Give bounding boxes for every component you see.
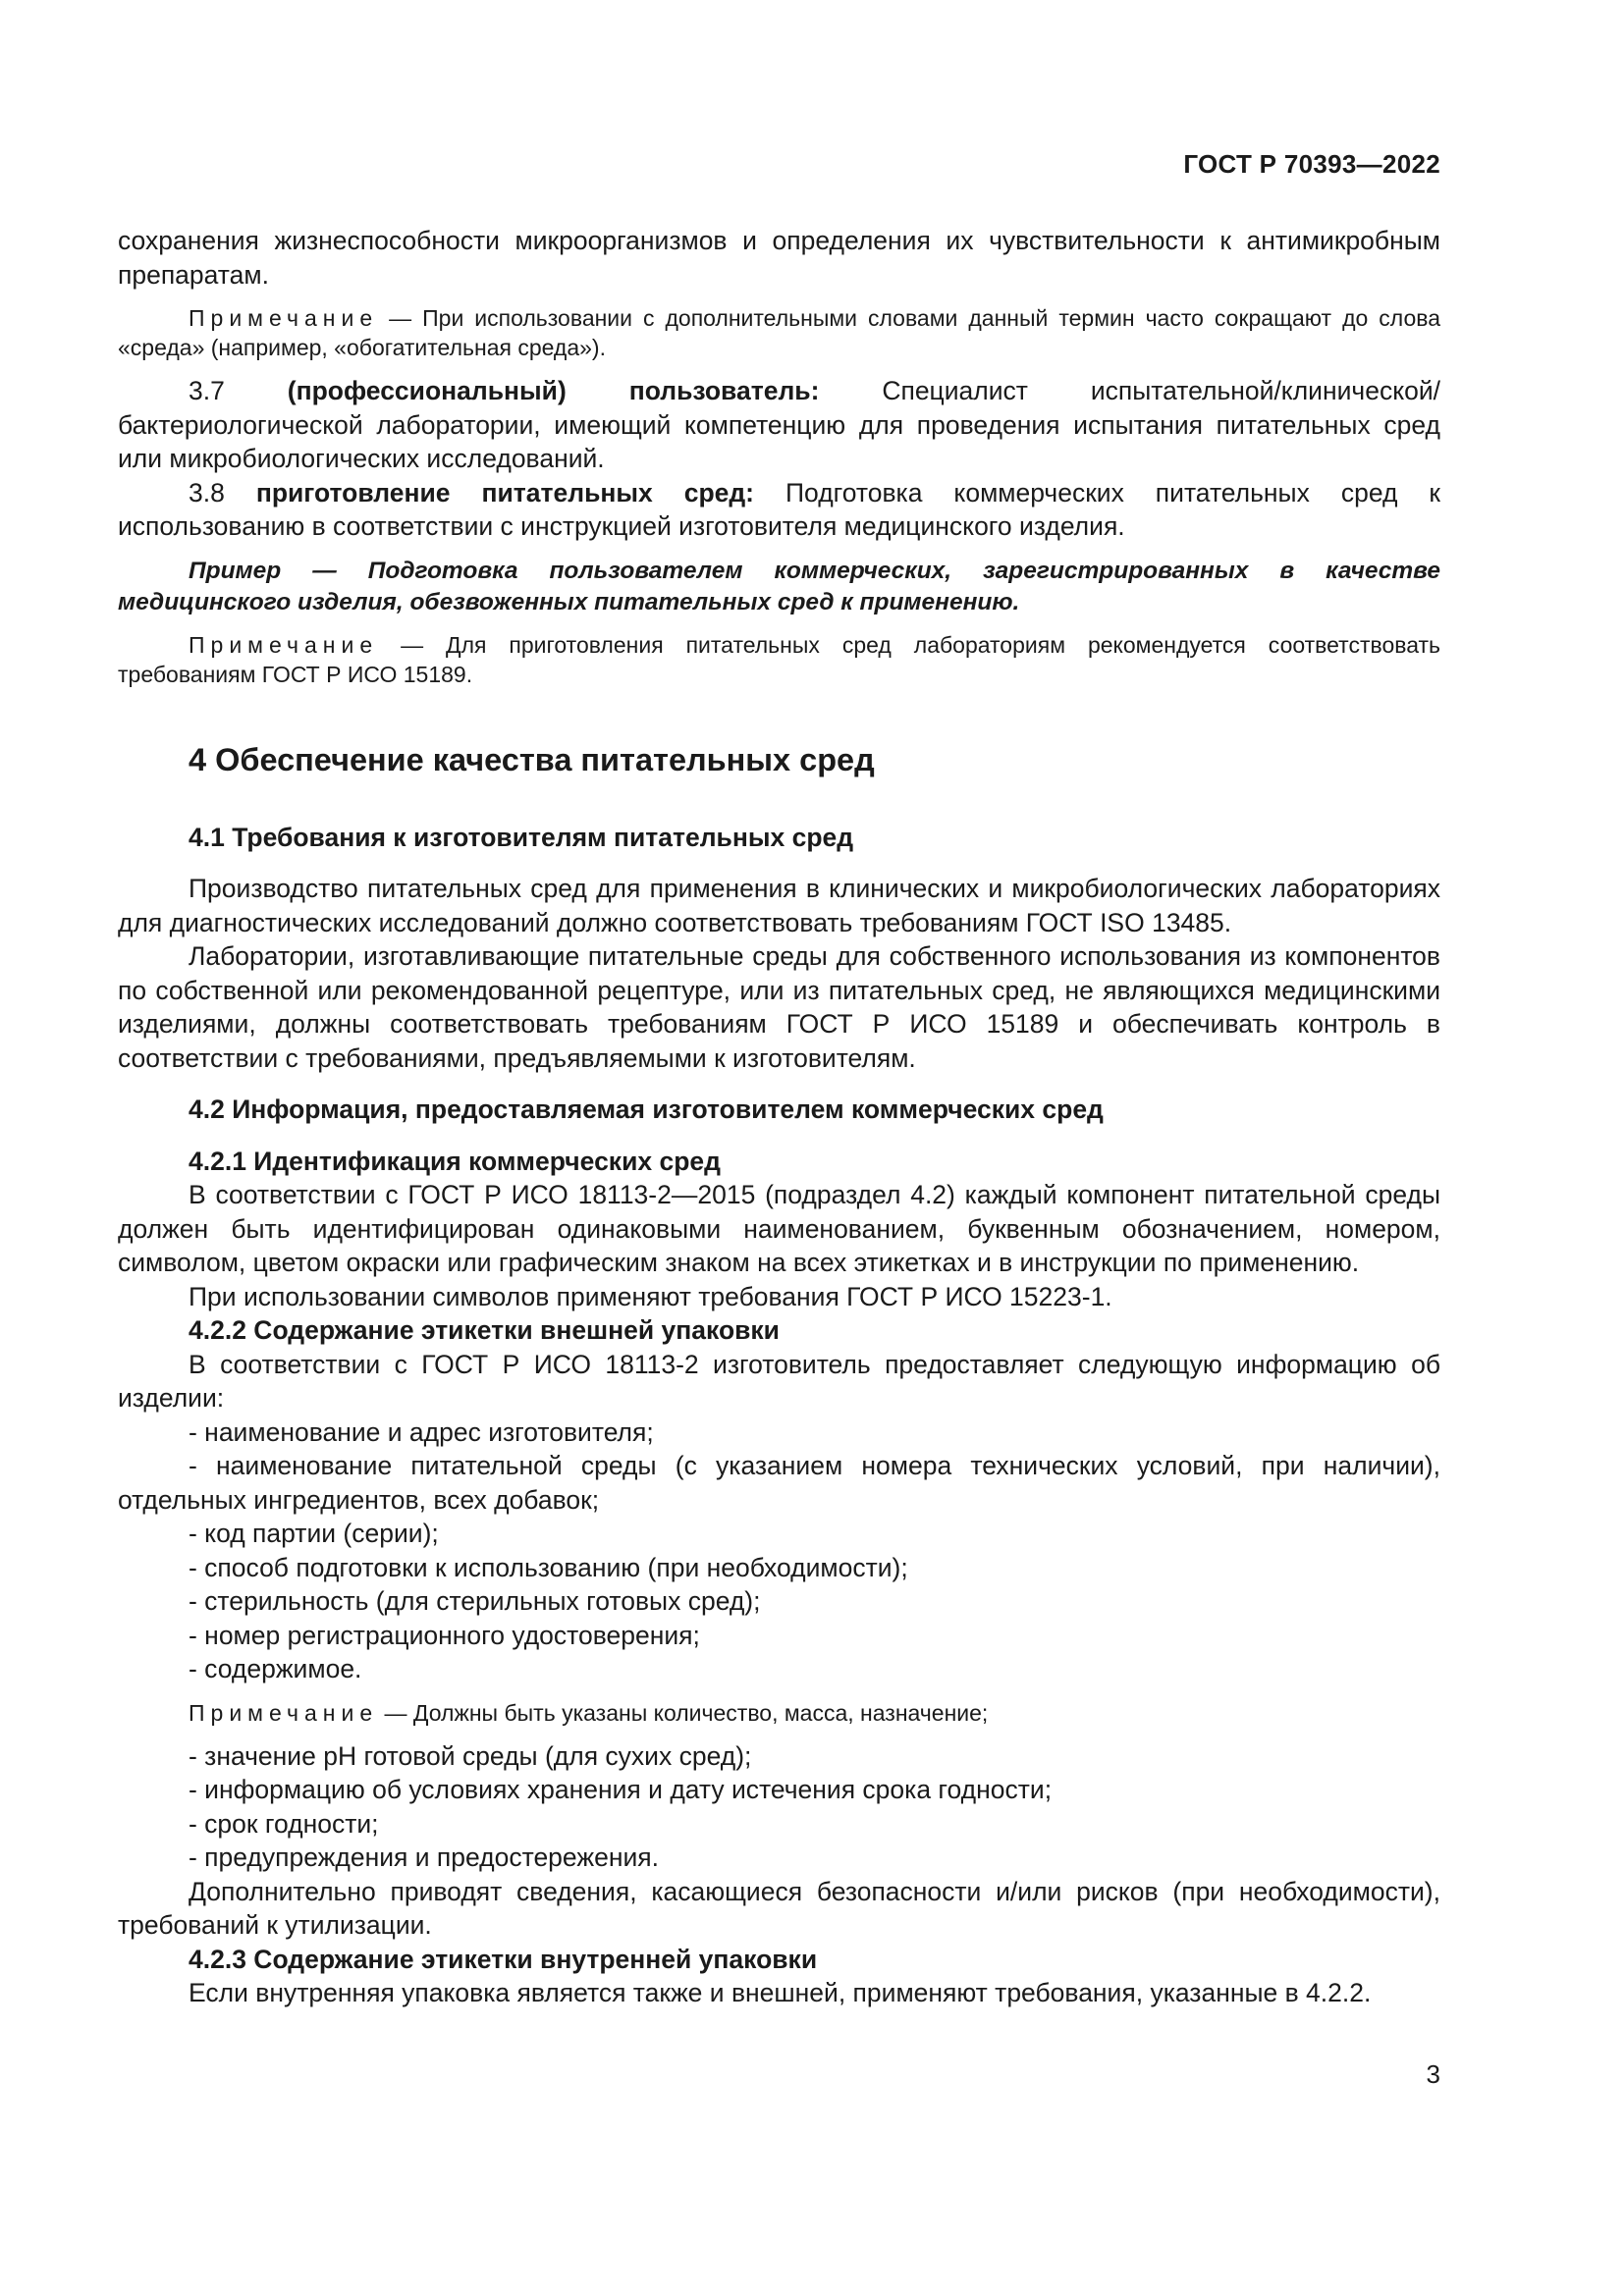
paragraph-4-2-2-2: Дополнительно приводят сведения, касающиеся безопасности и/или рисков (при необходимости), требований к утилизации. <box>118 1876 1440 1940</box>
list-item: - информацию об условиях хранения и дату истечения срока годности; <box>189 1775 1053 1804</box>
document-code: ГОСТ Р 70393—2022 <box>1183 149 1440 179</box>
list-item: - содержимое. <box>189 1654 362 1683</box>
note-2-label: Примечание <box>189 631 379 658</box>
list-item: - наименование питательной среды (с указанием номера технических условий, при наличии), отдельных ингредиентов, всех добавок; <box>118 1451 1440 1515</box>
note-3-label: Примечание <box>189 1699 379 1726</box>
section-4-2-3-heading: 4.2.3 Содержание этикетки внутренней упаковки <box>189 1944 818 1974</box>
note-3-text: — Должны быть указаны количество, масса, назначение; <box>378 1699 989 1726</box>
list-item: - стерильность (для стерильных готовых сред); <box>189 1586 761 1616</box>
list-item: - код партии (серии); <box>189 1519 439 1548</box>
example-text: Пример — Подготовка пользователем коммерческих, зарегистрированных в качестве медицинского изделия, обезвоженных питательных сред к применению. <box>118 557 1440 615</box>
paragraph-4-2-1-2: При использовании символов применяют требования ГОСТ Р ИСО 15223-1. <box>189 1281 1112 1311</box>
note-3 <box>118 1698 1440 1728</box>
list-item: - способ подготовки к использованию (при необходимости); <box>189 1552 908 1582</box>
term-3-8 <box>118 476 1440 544</box>
term-3-8-term: приготовление питательных сред: <box>255 477 755 507</box>
term-3-8-definition: Подготовка коммерческих питательных сред к использованию в соответствии с инструкцией изготовителя медицинского изделия. <box>118 477 1440 541</box>
section-4-1-heading: 4.1 Требования к изготовителям питательных сред <box>189 822 854 852</box>
term-3-7-term: (профессиональный) пользователь: <box>287 376 820 405</box>
note-2 <box>118 630 1440 689</box>
section-4-2-2-heading: 4.2.2 Содержание этикетки внешней упаковки <box>189 1315 780 1345</box>
paragraph-4-1-2: Лаборатории, изготавливающие питательные среды для собственного использования из компонентов по собственной или рекомендованной рецептуре, или из питательных сред, не являющихся медицинскими изделиями, должны соответствовать требованиям ГОСТ Р ИСО 15189 и обеспечивать контроль в соответствии с требованиями, предъявляемыми к изготовителям. <box>118 941 1440 1073</box>
paragraph-4-2-2-1: В соответствии с ГОСТ Р ИСО 18113-2 изготовитель предоставляет следующую информацию об изделии: <box>118 1349 1440 1413</box>
section-4-heading: 4 Обеспечение качества питательных сред <box>189 741 875 777</box>
paragraph-4-2-1-1: В соответствии с ГОСТ Р ИСО 18113-2—2015 (подраздел 4.2) каждый компонент питательной среды должен быть идентифицирован одинаковыми наименованием, буквенным обозначением, номером, символом, цветом окраски или графическим знаком на всех этикетках и в инструкции по применению. <box>118 1180 1440 1277</box>
page-number: 3 <box>1426 2059 1440 2089</box>
term-3-7 <box>118 374 1440 476</box>
note-1-label: Примечание <box>189 305 379 331</box>
list-item: - срок годности; <box>189 1808 379 1839</box>
list-item: - значение рН готовой среды (для сухих сред); <box>189 1740 752 1771</box>
list-item: - наименование и адрес изготовителя; <box>189 1416 654 1447</box>
paragraph-4-1-1: Производство питательных сред для применения в клинических и микробиологических лабораториях для диагностических исследований должно соответствовать требованиям ГОСТ ISO 13485. <box>118 874 1440 937</box>
note-1 <box>118 303 1440 362</box>
continued-paragraph: сохранения жизнеспособности микроорганизмов и определения их чувствительности к антимикробным препаратам. <box>118 226 1440 290</box>
list-item: - предупреждения и предостережения. <box>189 1842 659 1872</box>
note-2-text: — Для приготовления питательных сред лабораториям рекомендуется соответствовать требованиям ГОСТ Р ИСО 15189. <box>118 631 1440 687</box>
note-1-text: — При использовании с дополнительными словами данный термин часто сокращают до слова «среда» (например, «обогатительная среда»). <box>118 305 1440 360</box>
term-3-8-number: 3.8 <box>189 477 256 507</box>
term-3-7-number: 3.7 <box>189 376 288 405</box>
section-4-2-1-heading: 4.2.1 Идентификация коммерческих сред <box>189 1146 721 1176</box>
section-4-2-heading: 4.2 Информация, предоставляемая изготовителем коммерческих сред <box>189 1095 1104 1124</box>
term-3-7-definition: Специалист испытательной/клинической/бактериологической лаборатории, имеющий компетенцию для проведения испытания питательных сред или микробиологических исследований. <box>118 376 1440 473</box>
document-body <box>118 224 1440 2010</box>
paragraph-4-2-3-1: Если внутренняя упаковка является также и внешней, применяют требования, указанные в 4.2.2. <box>189 1978 1372 2007</box>
list-item: - номер регистрационного удостоверения; <box>189 1620 700 1650</box>
